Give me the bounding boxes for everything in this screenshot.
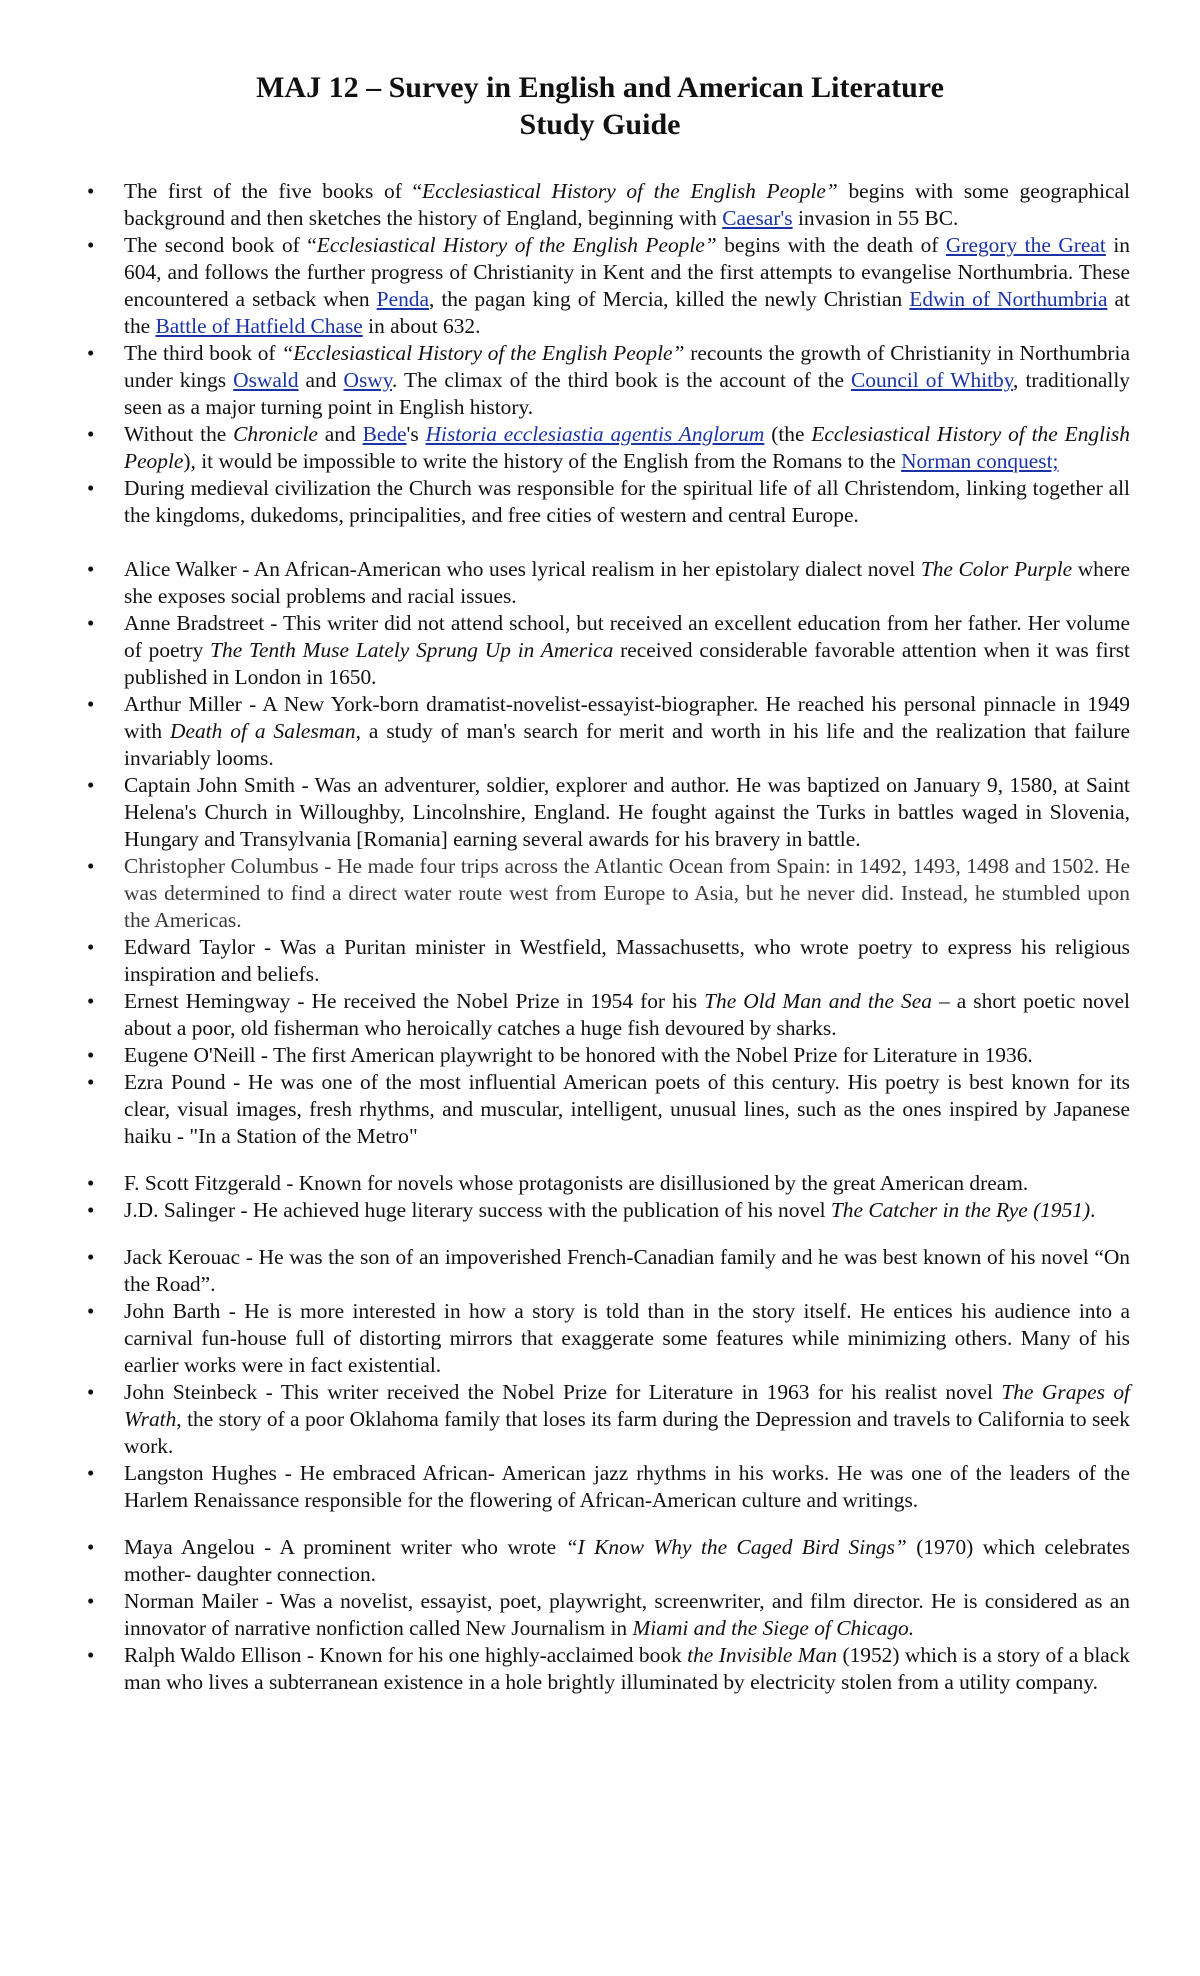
list-item-maya-angelou: • Maya Angelou - A prominent writer who wrote “I Know Why the Caged Bird Sings” (1970) which celebrates mother- daughter connection. bbox=[124, 1534, 1130, 1588]
link-bede[interactable]: Bede bbox=[362, 422, 407, 446]
list-item-jd-salinger: • J.D. Salinger - He achieved huge literary success with the publication of his novel The Catcher in the Rye (1951). bbox=[124, 1197, 1130, 1224]
link-caesar[interactable]: Caesar's bbox=[722, 206, 793, 230]
link-penda[interactable]: Penda bbox=[376, 287, 429, 311]
link-historia-ecclesiastica[interactable]: Historia ecclesiastia agentis Anglorum bbox=[425, 422, 765, 446]
list-item-arthur-miller: • Arthur Miller - A New York-born dramatist-novelist-essayist-biographer. He reached his personal pinnacle in 1949 with Death of a Salesman, a study of man's search for merit and worth in his life and the realization that failure invariably looms. bbox=[124, 691, 1130, 772]
list-item-anne-bradstreet: • Anne Bradstreet - This writer did not attend school, but received an excellent education from her father. Her volume of poetry The Tenth Muse Lately Sprung Up in America received considerable favorable attention when it was first published in London in 1650. bbox=[124, 610, 1130, 691]
list-item-ernest-hemingway: • Ernest Hemingway - He received the Nobel Prize in 1954 for his The Old Man and the Sea – a short poetic novel about a poor, old fisherman who heroically catches a huge fish devoured by sharks. bbox=[124, 988, 1130, 1042]
list-item-ezra-pound: • Ezra Pound - He was one of the most influential American poets of this century. His poetry is best known for its clear, visual images, fresh rhythms, and muscular, intelligent, unusual lines, such as the ones inspired by Japanese haiku - "In a Station of the Metro" bbox=[124, 1069, 1130, 1150]
list-item-edward-taylor: • Edward Taylor - Was a Puritan minister in Westfield, Massachusetts, who wrote poetry to express his religious inspiration and beliefs. bbox=[124, 934, 1130, 988]
list-item-norman-mailer: • Norman Mailer - Was a novelist, essayist, poet, playwright, screenwriter, and film director. He is considered as an innovator of narrative nonfiction called New Journalism in Miami and the Siege of Chicago. bbox=[124, 1588, 1130, 1642]
list-item-bede-book2: • The second book of “Ecclesiastical History of the English People” begins with the death of Gregory the Great in 604, and follows the further progress of Christianity in Kent and the first attempts to evangelise Northumbria. These encountered a setback when Penda, the pagan king of Mercia, killed the newly Christian Edwin of Northumbria at the Battle of Hatfield Chase in about 632. bbox=[124, 232, 1130, 340]
list-item-eugene-oneill: • Eugene O'Neill - The first American playwright to be honored with the Nobel Prize for Literature in 1936. bbox=[124, 1042, 1130, 1069]
list-item-langston-hughes: • Langston Hughes - He embraced African- American jazz rhythms in his works. He was one of the leaders of the Harlem Renaissance responsible for the flowering of African-American culture and writings. bbox=[124, 1460, 1130, 1514]
list-item-christopher-columbus: • Christopher Columbus - He made four trips across the Atlantic Ocean from Spain: in 1492, 1493, 1498 and 1502. He was determined to find a direct water route west from Europe to Asia, but he never did. Instead, he stumbled upon the Americas. bbox=[124, 853, 1130, 934]
list-item-bede-book3: • The third book of “Ecclesiastical History of the English People” recounts the growth of Christianity in Northumbria under kings Oswald and Oswy. The climax of the third book is the account of the Council of Whitby, traditionally seen as a major turning point in English history. bbox=[124, 340, 1130, 421]
link-oswald[interactable]: Oswald bbox=[233, 368, 299, 392]
list-item-chronicle: • Without the Chronicle and Bede's Historia ecclesiastia agentis Anglorum (the Ecclesiastical History of the English People), it would be impossible to write the history of the English from the Romans to the Norman conquest; bbox=[124, 421, 1130, 475]
link-norman-conquest[interactable]: Norman conquest; bbox=[901, 449, 1059, 473]
list-item-bede-book1: • The first of the five books of “Ecclesiastical History of the English People” begins with some geographical background and then sketches the history of England, beginning with Caesar's invasion in 55 BC. bbox=[124, 178, 1130, 232]
study-guide-list bbox=[0, 178, 1200, 1696]
list-item-john-steinbeck: • John Steinbeck - This writer received the Nobel Prize for Literature in 1963 for his realist novel The Grapes of Wrath, the story of a poor Oklahoma family that loses its farm during the Depression and travels to California to seek work. bbox=[124, 1379, 1130, 1460]
list-item-medieval-church: • During medieval civilization the Church was responsible for the spiritual life of all Christendom, linking together all the kingdoms, dukedoms, principalities, and free cities of western and central Europe. bbox=[124, 475, 1130, 529]
link-battle-of-hatfield-chase[interactable]: Battle of Hatfield Chase bbox=[155, 314, 363, 338]
list-item-alice-walker: • Alice Walker - An African-American who uses lyrical realism in her epistolary dialect novel The Color Purple where she exposes social problems and racial issues. bbox=[124, 556, 1130, 610]
link-gregory-the-great[interactable]: Gregory the Great bbox=[945, 233, 1106, 257]
list-item-scott-fitzgerald: • F. Scott Fitzgerald - Known for novels whose protagonists are disillusioned by the great American dream. bbox=[124, 1170, 1130, 1197]
list-item-jack-kerouac: • Jack Kerouac - He was the son of an impoverished French-Canadian family and he was best known of his novel “On the Road”. bbox=[124, 1244, 1130, 1298]
link-edwin-of-northumbria[interactable]: Edwin of Northumbria bbox=[909, 287, 1108, 311]
link-council-of-whitby[interactable]: Council of Whitby bbox=[851, 368, 1014, 392]
page-subtitle: Study Guide bbox=[519, 108, 681, 141]
list-item-ralph-ellison: • Ralph Waldo Ellison - Known for his one highly-acclaimed book the Invisible Man (1952) which is a story of a black man who lives a subterranean existence in a hole brightly illuminated by electricity stolen from a utility company. bbox=[124, 1642, 1130, 1696]
page-title: MAJ 12 – Survey in English and American Literature bbox=[256, 71, 944, 104]
list-item-john-smith: • Captain John Smith - Was an adventurer, soldier, explorer and author. He was baptized on January 9, 1580, at Saint Helena's Church in Willoughby, Lincolnshire, England. He fought against the Turks in battles waged in Slovenia, Hungary and Transylvania [Romania] earning several awards for his bravery in battle. bbox=[124, 772, 1130, 853]
list-item-john-barth: • John Barth - He is more interested in how a story is told than in the story itself. He entices his audience into a carnival fun-house full of distorting mirrors that exaggerate some features while minimizing others. Many of his earlier works were in fact existential. bbox=[124, 1298, 1130, 1379]
link-oswy[interactable]: Oswy bbox=[343, 368, 393, 392]
